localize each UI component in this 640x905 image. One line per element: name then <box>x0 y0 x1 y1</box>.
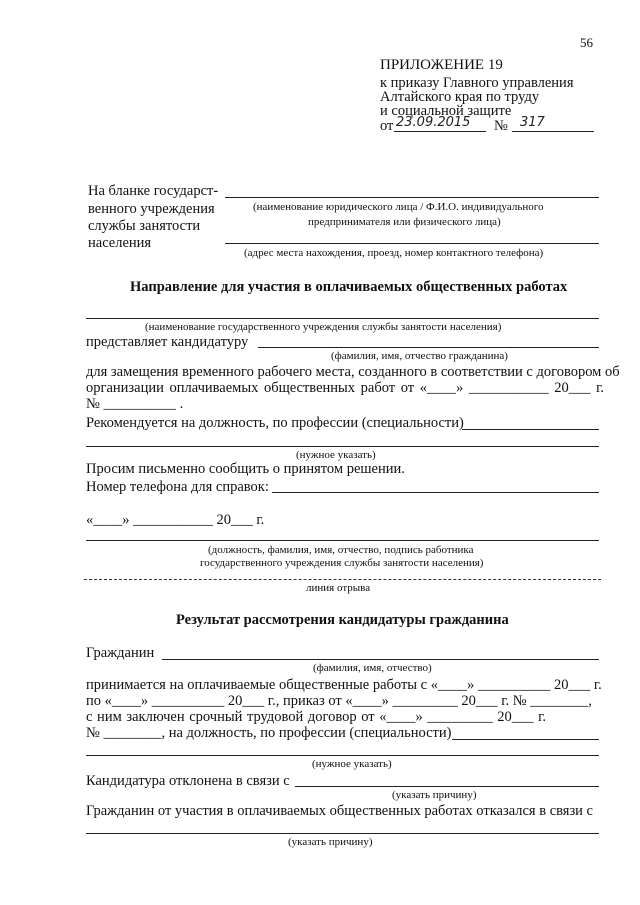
rejected-label: Кандидатура отклонена в связи с <box>86 773 290 789</box>
blank-line3: службы занятости <box>88 218 201 234</box>
caption-sign2: государственного учреждения службы занятости населения) <box>200 557 484 569</box>
direction-title: Направление для участия в оплачиваемых общественных работах <box>130 279 568 295</box>
appendix-date-prefix: от <box>380 118 394 134</box>
request-text: Просим письменно сообщить о принятом решении. <box>86 461 405 477</box>
result-r4: № ________, на должность, по профессии (специальности) <box>86 725 452 741</box>
citizen-label: Гражданин <box>86 645 155 661</box>
blank-line1: На бланке государст- <box>88 183 219 199</box>
recommended-label: Рекомендуется на должность, по профессии (специальности) <box>86 415 464 431</box>
result-r3: с ним заключен срочный трудовой договор от «____» _________ 20___ г. <box>86 709 547 725</box>
result-title: Результат рассмотрения кандидатуры гражданина <box>176 612 509 628</box>
caption-reason: (указать причину) <box>392 789 477 801</box>
date-line: «____» ___________ 20___ г. <box>86 512 265 528</box>
appendix-line2: Алтайского края по труду <box>380 89 540 105</box>
caption-sign1: (должность, фамилия, имя, отчество, подпись работника <box>208 544 474 556</box>
represents-label: представляет кандидатуру <box>86 334 249 350</box>
caption-fio: (фамилия, имя, отчество гражданина) <box>331 350 508 362</box>
appendix-line3: и социальной защите <box>380 103 512 119</box>
caption-legal-name: (наименование юридического лица / Ф.И.О. индивидуального <box>253 201 544 213</box>
handwritten-date: 23.09.2015 <box>396 115 471 130</box>
result-r2: по «____» __________ 20___ г., приказ от «____» _________ 20___ г. № ________, <box>86 693 592 709</box>
appendix-num-prefix: № <box>494 118 508 134</box>
refused-label: Гражданин от участия в оплачиваемых общественных работах отказался в связи с <box>86 803 593 819</box>
caption-specify-2: (нужное указать) <box>312 758 392 770</box>
direction-p3: № __________ . <box>86 396 184 412</box>
tear-line-label: линия отрыва <box>306 582 371 594</box>
appendix-title: ПРИЛОЖЕНИЕ 19 <box>380 57 503 73</box>
caption-specify: (нужное указать) <box>296 449 376 461</box>
direction-p2: организации оплачиваемых общественных работ от «____» ___________ 20___ г. <box>86 380 605 396</box>
blank-line2: венного учреждения <box>88 201 215 217</box>
caption-fio-2: (фамилия, имя, отчество) <box>313 662 432 674</box>
page-number: 56 <box>580 35 593 50</box>
handwritten-number: 317 <box>520 115 545 130</box>
appendix-line1: к приказу Главного управления <box>380 75 574 91</box>
blank-line4: населения <box>88 235 152 251</box>
phone-label: Номер телефона для справок: <box>86 479 269 495</box>
caption-reason-2: (указать причину) <box>288 836 373 848</box>
direction-p1: для замещения временного рабочего места, созданного в соответствии с договором об <box>86 364 620 380</box>
caption-entrepreneur: предпринимателя или физического лица) <box>308 216 501 228</box>
result-r1: принимается на оплачиваемые общественные работы с «____» __________ 20___ г. <box>86 677 602 693</box>
caption-institution: (наименование государственного учреждения службы занятости населения) <box>145 321 502 333</box>
caption-address: (адрес места нахождения, проезд, номер контактного телефона) <box>244 247 544 259</box>
